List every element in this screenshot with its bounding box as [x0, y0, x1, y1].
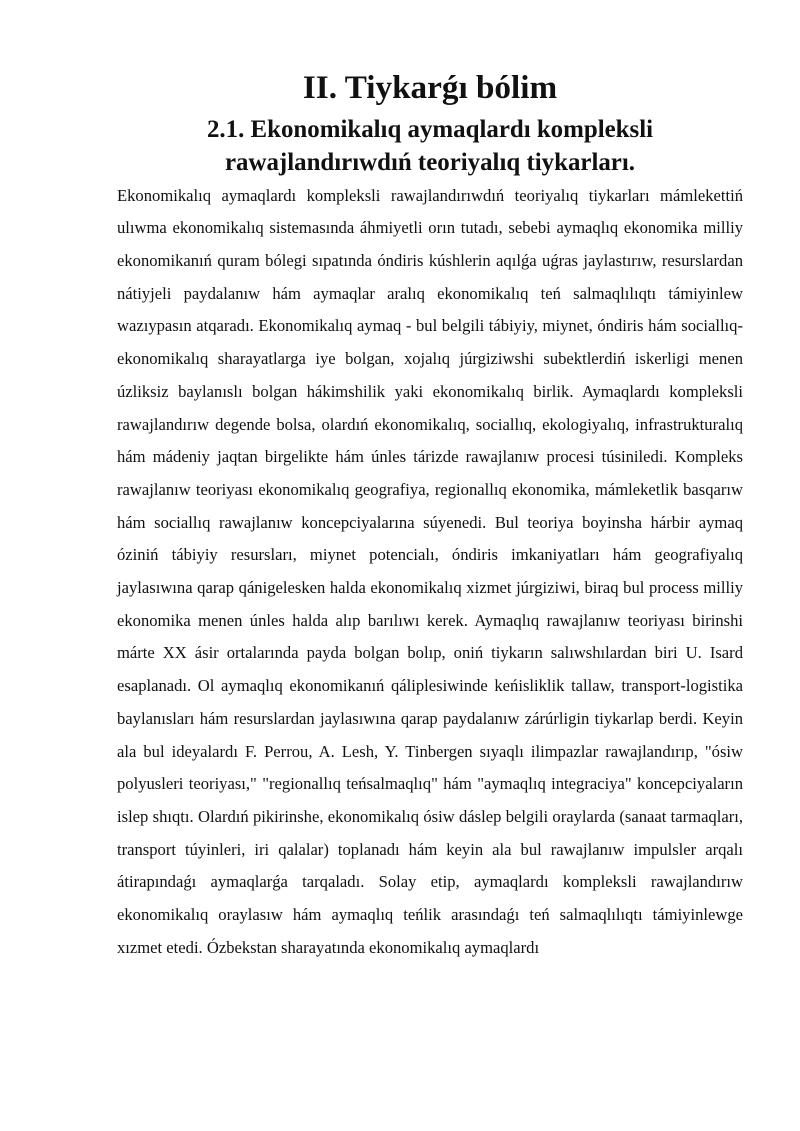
section-title: 2.1. Ekonomikalıq aymaqlardı kompleksli rawajlandırıwdıń teoriyalıq tiykarları.: [206, 116, 654, 176]
body-paragraph: Ekonomikalıq aymaqlardı kompleksli rawajlandırıwdıń teoriyalıq tiykarları mámlekettiń ulıwma ekonomikalıq sistemasında áhmiyetli orın tutadı, sebebi aymaqlıq ekonomika milliy ekonomikanıń quram bólegi sıpatında óndiris kúshlerin aqılǵa uǵras jaylastırıw, resurslardan nátiyjeli paydalanıw hám aymaqlar aralıq ekonomikalıq teń salmaqlılıqtı támiyinlew wazıypasın atqaradı. Ekonomikalıq aymaq - bul belgili tábiyiy, miynet, óndiris hám sociallıq-ekonomikalıq sharayatlarga iye bolgan, xojalıq júrgiziwshi subektlerdiń iskerligi menen úzliksiz baylanıslı bolgan hákimshilik yaki ekonomikalıq birlik. Aymaqlardı kompleksli rawajlandırıw degende bolsa, olardıń ekonomikalıq, sociallıq, ekologiyalıq, infrastrukturalıq hám mádeniy jaqtan birgelikte hám únles tárizde rawajlanıw procesi túsiniledi. Kompleks rawajlanıw teoriyası ekonomikalıq geografiya, regionallıq ekonomika, mámleketlik basqarıw hám sociallıq rawajlanıw koncepciyalarına súyenedi. Bul teoriya boyinsha hárbir aymaq óziniń tábiyiy resursları, miynet potencialı, óndiris imkaniyatları hám geografiyalıq jaylasıwına qarap qánigelesken halda ekonomikalıq xizmet júrgiziwi, biraq bul process milliy ekonomika menen únles halda alıp barılıwı kerek. Aymaqlıq rawajlanıw teoriyası birinshi márte XX ásir ortalarında payda bolgan bolıp, oniń tiykarın salıwshılardan biri U. Isard esaplanadı. Ol aymaqlıq ekonomikanıń qáliplesiwinde keńisliklik tallaw, transport-logistika baylanısları hám resurslardan jaylasıwına qarap paydalanıw zárúrligin tiykarlap berdi. Keyin ala bul ideyalardı F. Perrou, A. Lesh, Y. Tinbergen sıyaqlı ilimpazlar rawajlandırıp, "ósiw polyusleri teoriyası," "regionallıq teńsalmaqlıq" hám "aymaqlıq integraciya" koncepciyaların islep shıqtı. Olardıń pikirinshe, ekonomikalıq ósiw dáslep belgili oraylarda (sanaat tarmaqları, transport túyinleri, iri qalalar) toplanadı hám keyin ala bul rawajlanıw impulsler arqalı átirapındaǵı aymaqlarǵa tarqaladı. Solay etip, aymaqlardı kompleksli rawajlandırıw ekonomikalıq oraylasıw hám aymaqlıq teńlik arasındaǵı teń salmaqlılıqtı támiyinlewge xızmet etedi. Ózbekstan sharayatında ekonomikalıq aymaqlardı: [117, 185, 743, 957]
page-content: [117, 69, 743, 964]
chapter-title: II. Tiykarǵı bólim: [302, 69, 558, 106]
